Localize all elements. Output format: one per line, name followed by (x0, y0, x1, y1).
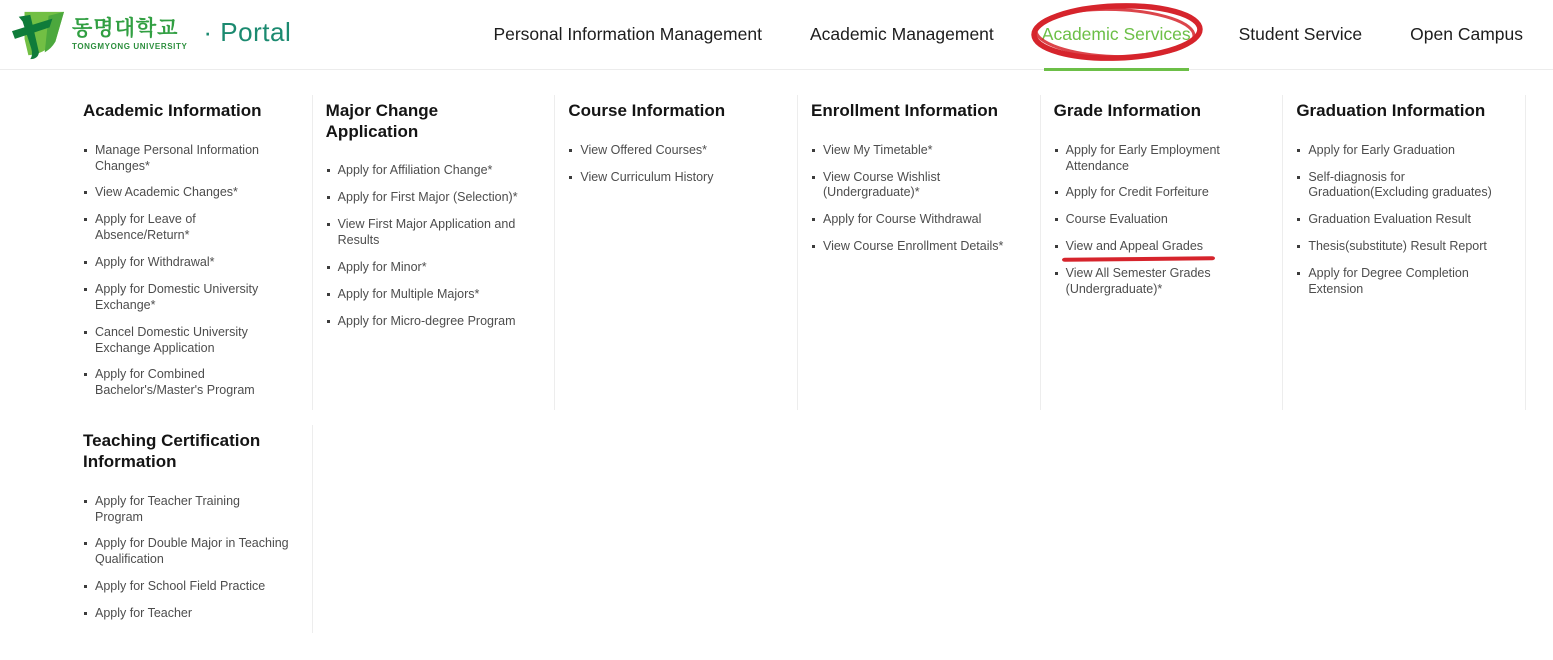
menu-item[interactable] (83, 255, 290, 271)
menu-section-list (326, 163, 533, 329)
menu-item-label: Apply for Domestic University Exchange* (95, 281, 259, 312)
menu-item[interactable] (326, 314, 533, 330)
menu-item[interactable] (1296, 266, 1503, 298)
menu-item[interactable] (568, 170, 775, 186)
menu-item-label: View My Timetable* (823, 142, 933, 157)
menu-section-list (811, 143, 1018, 255)
menu-item-label: Apply for Early Graduation (1308, 142, 1455, 157)
menu-item[interactable] (811, 170, 1018, 202)
university-logo-icon (10, 10, 66, 62)
menu-item-label: Manage Personal Information Changes* (95, 142, 259, 173)
menu-item[interactable] (1054, 212, 1261, 228)
menu-item[interactable] (83, 494, 290, 526)
menu-item-label: Apply for Micro-degree Program (337, 313, 516, 328)
menu-item-label: View All Semester Grades (Undergraduate)* (1065, 266, 1211, 296)
menu-item-label: Thesis(substitute) Result Report (1308, 239, 1487, 254)
menu-item-label: Apply for Leave of Absence/Return* (95, 212, 196, 243)
nav-student-service[interactable]: Student Service (1238, 24, 1363, 44)
menu-item-label: Cancel Domestic University Exchange Application (95, 324, 248, 355)
menu-item-label: Course Evaluation (1065, 212, 1168, 227)
menu-section-list (1296, 143, 1503, 298)
menu-item-label: Apply for Degree Completion Extension (1308, 266, 1469, 296)
menu-item[interactable] (83, 606, 290, 622)
menu-section-title: Academic Information (83, 101, 262, 120)
megamenu-row-1 (70, 95, 1526, 410)
menu-section-title: Grade Information (1053, 101, 1202, 120)
university-name-english: TONGMYONG UNIVERSITY (72, 42, 188, 51)
menu-section-list (568, 143, 775, 186)
menu-item[interactable] (83, 579, 290, 595)
menu-section (70, 425, 313, 633)
menu-section-list (1054, 143, 1261, 298)
menu-section (1041, 95, 1284, 410)
menu-item[interactable] (326, 287, 533, 303)
nav-academic-management[interactable]: Academic Management (809, 24, 994, 44)
menu-section-title: Major Change Application (325, 101, 439, 141)
menu-section (1283, 95, 1526, 410)
menu-item-label: Graduation Evaluation Result (1308, 212, 1471, 227)
menu-item[interactable] (83, 325, 290, 357)
menu-item[interactable] (83, 282, 290, 314)
menu-item-label: Apply for Double Major in Teaching Qualification (95, 536, 289, 567)
menu-item[interactable] (83, 212, 290, 244)
menu-item[interactable] (326, 163, 533, 179)
menu-item-label: Apply for School Field Practice (95, 579, 266, 594)
menu-item[interactable] (1054, 143, 1261, 175)
nav-academic-services-label: Academic Services (1041, 24, 1191, 44)
menu-section-title: Course Information (568, 101, 726, 120)
menu-item-label: Apply for Withdrawal* (95, 255, 215, 270)
menu-section (555, 95, 798, 410)
nav-personal-information-management[interactable]: Personal Information Management (493, 24, 762, 44)
university-logo[interactable] (10, 8, 291, 62)
menu-item-label: View First Major Application and Results (337, 217, 516, 248)
menu-item[interactable] (326, 190, 533, 206)
menu-section (313, 95, 556, 410)
menu-item-label: View Course Enrollment Details* (823, 239, 1004, 254)
menu-item-label: Self-diagnosis for Graduation(Excluding graduates) (1308, 169, 1492, 200)
menu-item[interactable] (1054, 266, 1261, 298)
academic-services-megamenu (70, 95, 1526, 633)
menu-section (70, 95, 313, 410)
menu-item[interactable] (1296, 212, 1503, 228)
menu-item-label: View Curriculum History (580, 169, 714, 184)
university-logo-text (72, 18, 187, 51)
menu-item-label: View and Appeal Grades (1065, 239, 1204, 254)
menu-item[interactable] (811, 143, 1018, 159)
menu-item-label: Apply for Teacher (95, 606, 193, 621)
menu-item-label: Apply for Course Withdrawal (823, 212, 982, 227)
menu-item[interactable] (83, 367, 290, 399)
menu-section-title: Graduation Information (1296, 101, 1486, 120)
menu-item-label: Apply for Multiple Majors* (337, 286, 480, 301)
menu-item[interactable] (811, 212, 1018, 228)
menu-item[interactable] (83, 143, 290, 175)
portal-header (0, 0, 1553, 70)
menu-section-list (83, 494, 290, 622)
university-name-korean: 동명대학교 (72, 17, 179, 40)
menu-item[interactable] (811, 239, 1018, 255)
menu-item-label: Apply for Early Employment Attendance (1065, 142, 1220, 173)
menu-item-label: Apply for Minor* (337, 259, 427, 274)
main-navigation (493, 0, 1553, 70)
menu-item[interactable] (1296, 239, 1503, 255)
menu-item-label: Apply for Teacher Training Program (95, 493, 240, 524)
portal-label: · Portal (203, 17, 292, 47)
menu-item-label: View Course Wishlist (Undergraduate)* (823, 169, 941, 200)
nav-academic-services[interactable] (1042, 0, 1191, 70)
menu-section-title: Teaching Certification Information (83, 431, 261, 471)
menu-item-label: Apply for Combined Bachelor's/Master's Program (95, 367, 255, 398)
menu-section-title: Enrollment Information (811, 101, 998, 120)
menu-item-label: View Offered Courses* (580, 142, 708, 157)
menu-item[interactable] (326, 260, 533, 276)
nav-open-campus[interactable]: Open Campus (1410, 24, 1523, 44)
megamenu-row-2 (70, 425, 1526, 633)
menu-section (798, 95, 1041, 410)
menu-item[interactable] (1296, 143, 1503, 159)
menu-item[interactable] (1296, 170, 1503, 202)
menu-item[interactable] (1054, 185, 1261, 201)
menu-item-label: Apply for Affiliation Change* (337, 163, 493, 178)
menu-item[interactable] (326, 217, 533, 249)
menu-item-label: View Academic Changes* (95, 185, 238, 200)
menu-section-list (83, 143, 290, 400)
menu-item-label: Apply for First Major (Selection)* (337, 190, 518, 205)
menu-item[interactable] (83, 185, 290, 201)
menu-item-view-and-appeal-grades[interactable] (1054, 239, 1261, 255)
menu-item[interactable] (83, 536, 290, 568)
menu-item-label: Apply for Credit Forfeiture (1065, 185, 1209, 200)
menu-item[interactable] (568, 143, 775, 159)
